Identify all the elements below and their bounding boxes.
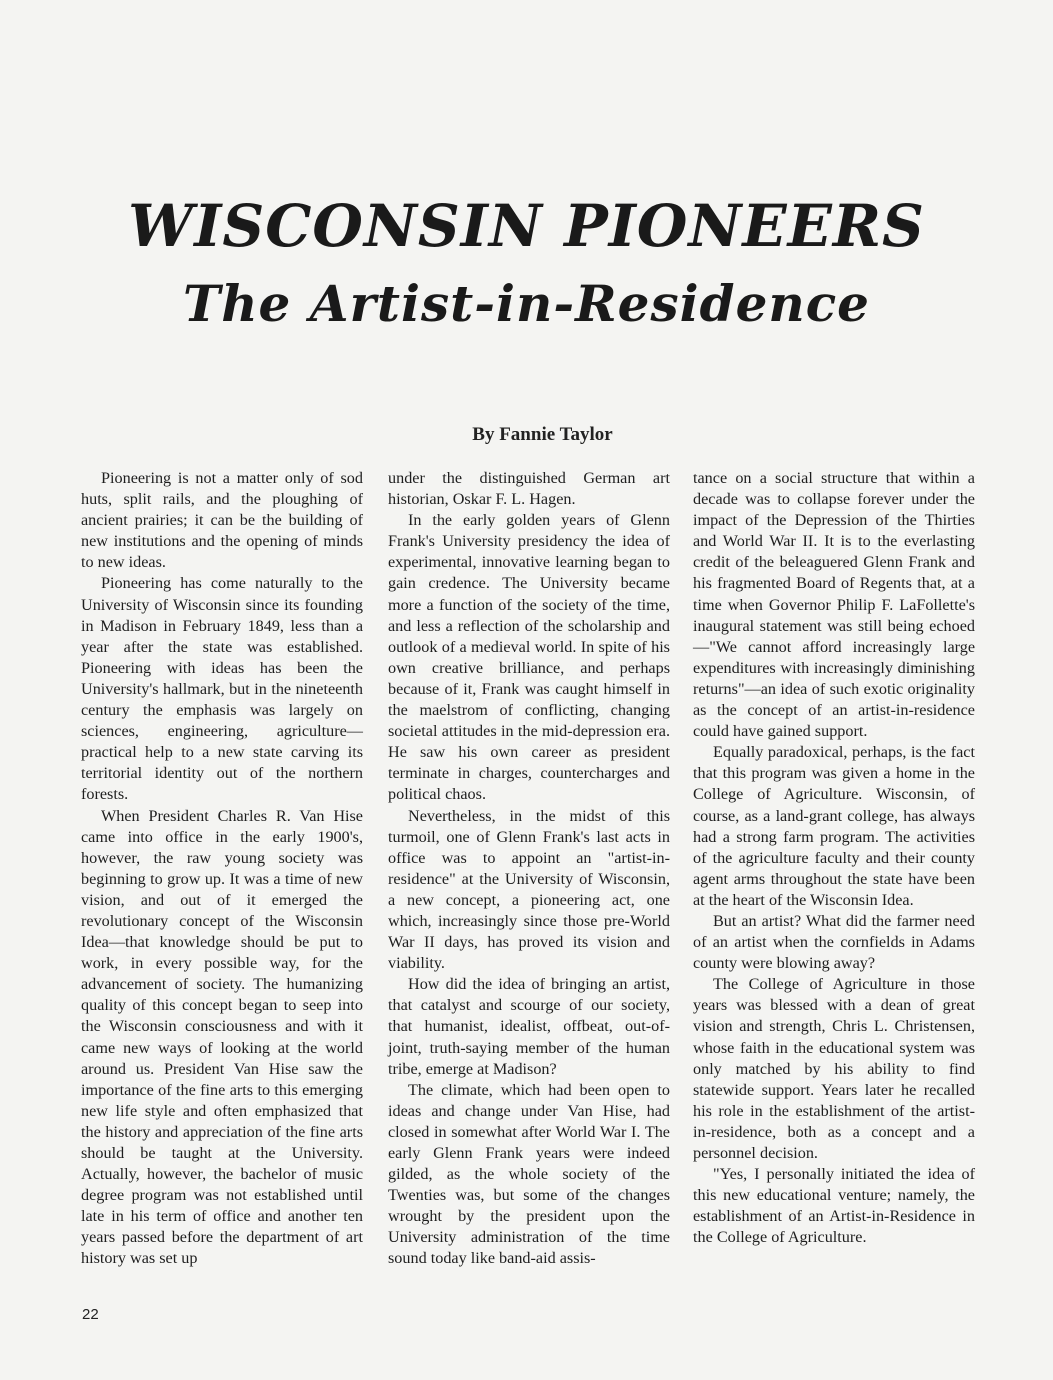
paragraph: tance on a social structure that within a decade was to collapse forever under the impact of the Depression of the Thirties and World War II. It is to the everlasting credit of the beleaguered Glenn Frank and his fragmented Board of Regents that, at a time when Governor Philip F. LaFollette's inaugural statement was still being echoed—"We cannot afford increasingly large expenditures with increasingly diminishing returns"—an idea of such exotic originality as the concept of an artist-in-residence could have gained support. — [693, 469, 975, 741]
paragraph: Nevertheless, in the midst of this turmoil, one of Glenn Frank's last acts in office was to appoint an "artist-in-residence" at the University of Wisconsin, a new concept, a pioneering act, one which, increasingly since those pre-World War II days, has proved its vision and viability. — [388, 806, 670, 973]
byline: By Fannie Taylor — [472, 424, 613, 445]
text-column-1 — [81, 468, 363, 1270]
paragraph: The climate, which had been open to ideas and change under Van Hise, had closed in somewhat after World War I. The early Glenn Frank years were indeed gilded, as the whole society of the Twenties was, but some of the changes wrought by the president upon the University administration of the time sound today like band-aid assis- — [388, 1080, 670, 1268]
paragraph: But an artist? What did the farmer need of an artist when the cornfields in Adams county were blowing away? — [693, 911, 975, 973]
paragraph: under the distinguished German art historian, Oskar F. L. Hagen. — [388, 469, 670, 509]
paragraph: How did the idea of bringing an artist, that catalyst and scourge of our society, that humanist, idealist, offbeat, out-of-joint, truth-saying member of the human tribe, emerge at Madison? — [388, 975, 670, 1078]
paragraph: "Yes, I personally initiated the idea of this new educational venture; namely, the establishment of an Artist-in-Residence in the College of Agriculture. — [693, 1165, 975, 1247]
page-number: 22 — [82, 1306, 99, 1323]
article-title: WISCONSIN PIONEERS — [128, 192, 925, 260]
text-column-2 — [388, 468, 670, 1270]
paragraph: When President Charles R. Van Hise came into office in the early 1900's, however, the raw young society was beginning to grow up. It was a time of new vision, and out of it emerged the revolutionary concept of the Wisconsin Idea—that knowledge should be put to work, in every possible way, for the advancement of society. The humanizing quality of this concept began to seep into the Wisconsin consciousness and with it came new ways of looking at the world around us. President Van Hise saw the importance of the fine arts to this emerging new life style and often emphasized that the history and appreciation of the fine arts should be taught at the University. Actually, however, the bachelor of music degree program was not established until late in his term of office and another ten years passed before the department of art history was set up — [81, 806, 363, 1268]
paragraph: Equally paradoxical, perhaps, is the fact that this program was given a home in the College of Agriculture. Wisconsin, of course, as a land-grant college, has always had a strong farm program. The activities of the agriculture faculty and their county agent arms throughout the state have been at the heart of the Wisconsin Idea. — [693, 743, 975, 909]
article-subtitle: The Artist-in-Residence — [183, 274, 870, 333]
paragraph: The College of Agriculture in those years was blessed with a dean of great vision and strength, Chris L. Christensen, whose faith in the educational system was only matched by his ability to find statewide support. Years later he recalled his role in the establishment of the artist-in-residence, both as a concept and a personnel decision. — [693, 975, 975, 1162]
paragraph: In the early golden years of Glenn Frank's University presidency the idea of experimental, innovative learning began to gain credence. The University became more a function of the society of the time, and less a reflection of the scholarship and outlook of a medieval world. In spite of his own creative brilliance, and perhaps because of it, Frank was caught himself in the maelstrom of conflicting, changing societal attitudes in the mid-depression era. He saw his own career as president terminate in charges, countercharges and political chaos. — [388, 511, 670, 804]
paragraph: Pioneering is not a matter only of sod huts, split rails, and the ploughing of ancient prairies; it can be the building of new institutions and the opening of minds to new ideas. — [81, 469, 363, 572]
paragraph: Pioneering has come naturally to the University of Wisconsin since its founding in Madison in February 1849, less than a year after the state was established. Pioneering with ideas has been the University's hallmark, but in the nineteenth century the emphasis was largely on sciences, engineering, agriculture—practical help to a new state carving its territorial identity out of the northern forests. — [81, 574, 363, 804]
text-column-3 — [693, 468, 975, 1248]
